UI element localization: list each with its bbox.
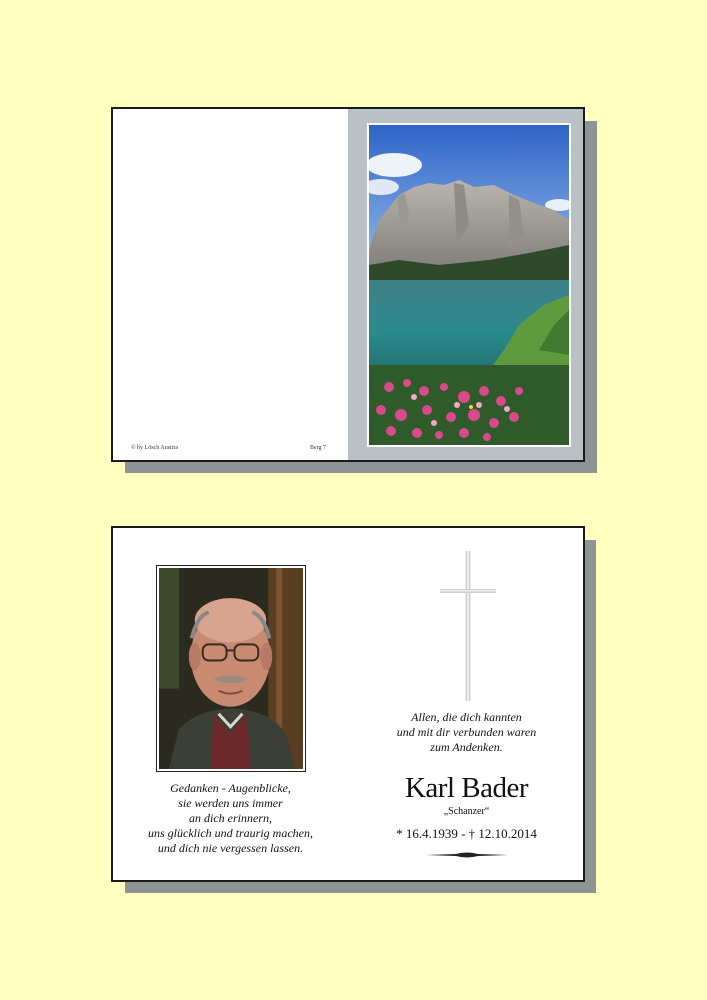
poem-line: Gedanken - Augenblicke,	[170, 781, 291, 795]
landscape-photo	[367, 123, 571, 447]
cover-blank-panel	[113, 109, 348, 460]
deceased-name: Karl Bader	[404, 772, 529, 804]
dedication-text	[348, 710, 585, 755]
poem-line: an dich erinnern,	[189, 811, 272, 825]
memorial-poem	[113, 781, 348, 856]
poem-line: uns glücklich und traurig machen,	[148, 826, 313, 840]
ornament-divider-icon	[426, 851, 508, 859]
poem-line: sie werden uns immer	[178, 796, 283, 810]
cross-icon	[438, 551, 498, 701]
dedication-line: und mit dir verbunden waren	[396, 725, 537, 739]
deceased-nickname: „Schanzer“	[443, 806, 490, 817]
poem-line: und dich nie vergessen lassen.	[157, 841, 304, 855]
design-code-text: Berg 7	[310, 445, 327, 451]
portrait-photo	[156, 565, 306, 772]
card-inner	[111, 526, 585, 882]
life-dates: * 16.4.1939 - † 12.10.2014	[396, 826, 537, 841]
copyright-text: © by Lösch Austria	[131, 445, 179, 451]
card-cover	[111, 107, 585, 462]
dedication-line: Allen, die dich kannten	[411, 710, 522, 724]
cover-photo-panel	[348, 109, 583, 460]
dedication-line: zum Andenken.	[430, 740, 503, 754]
